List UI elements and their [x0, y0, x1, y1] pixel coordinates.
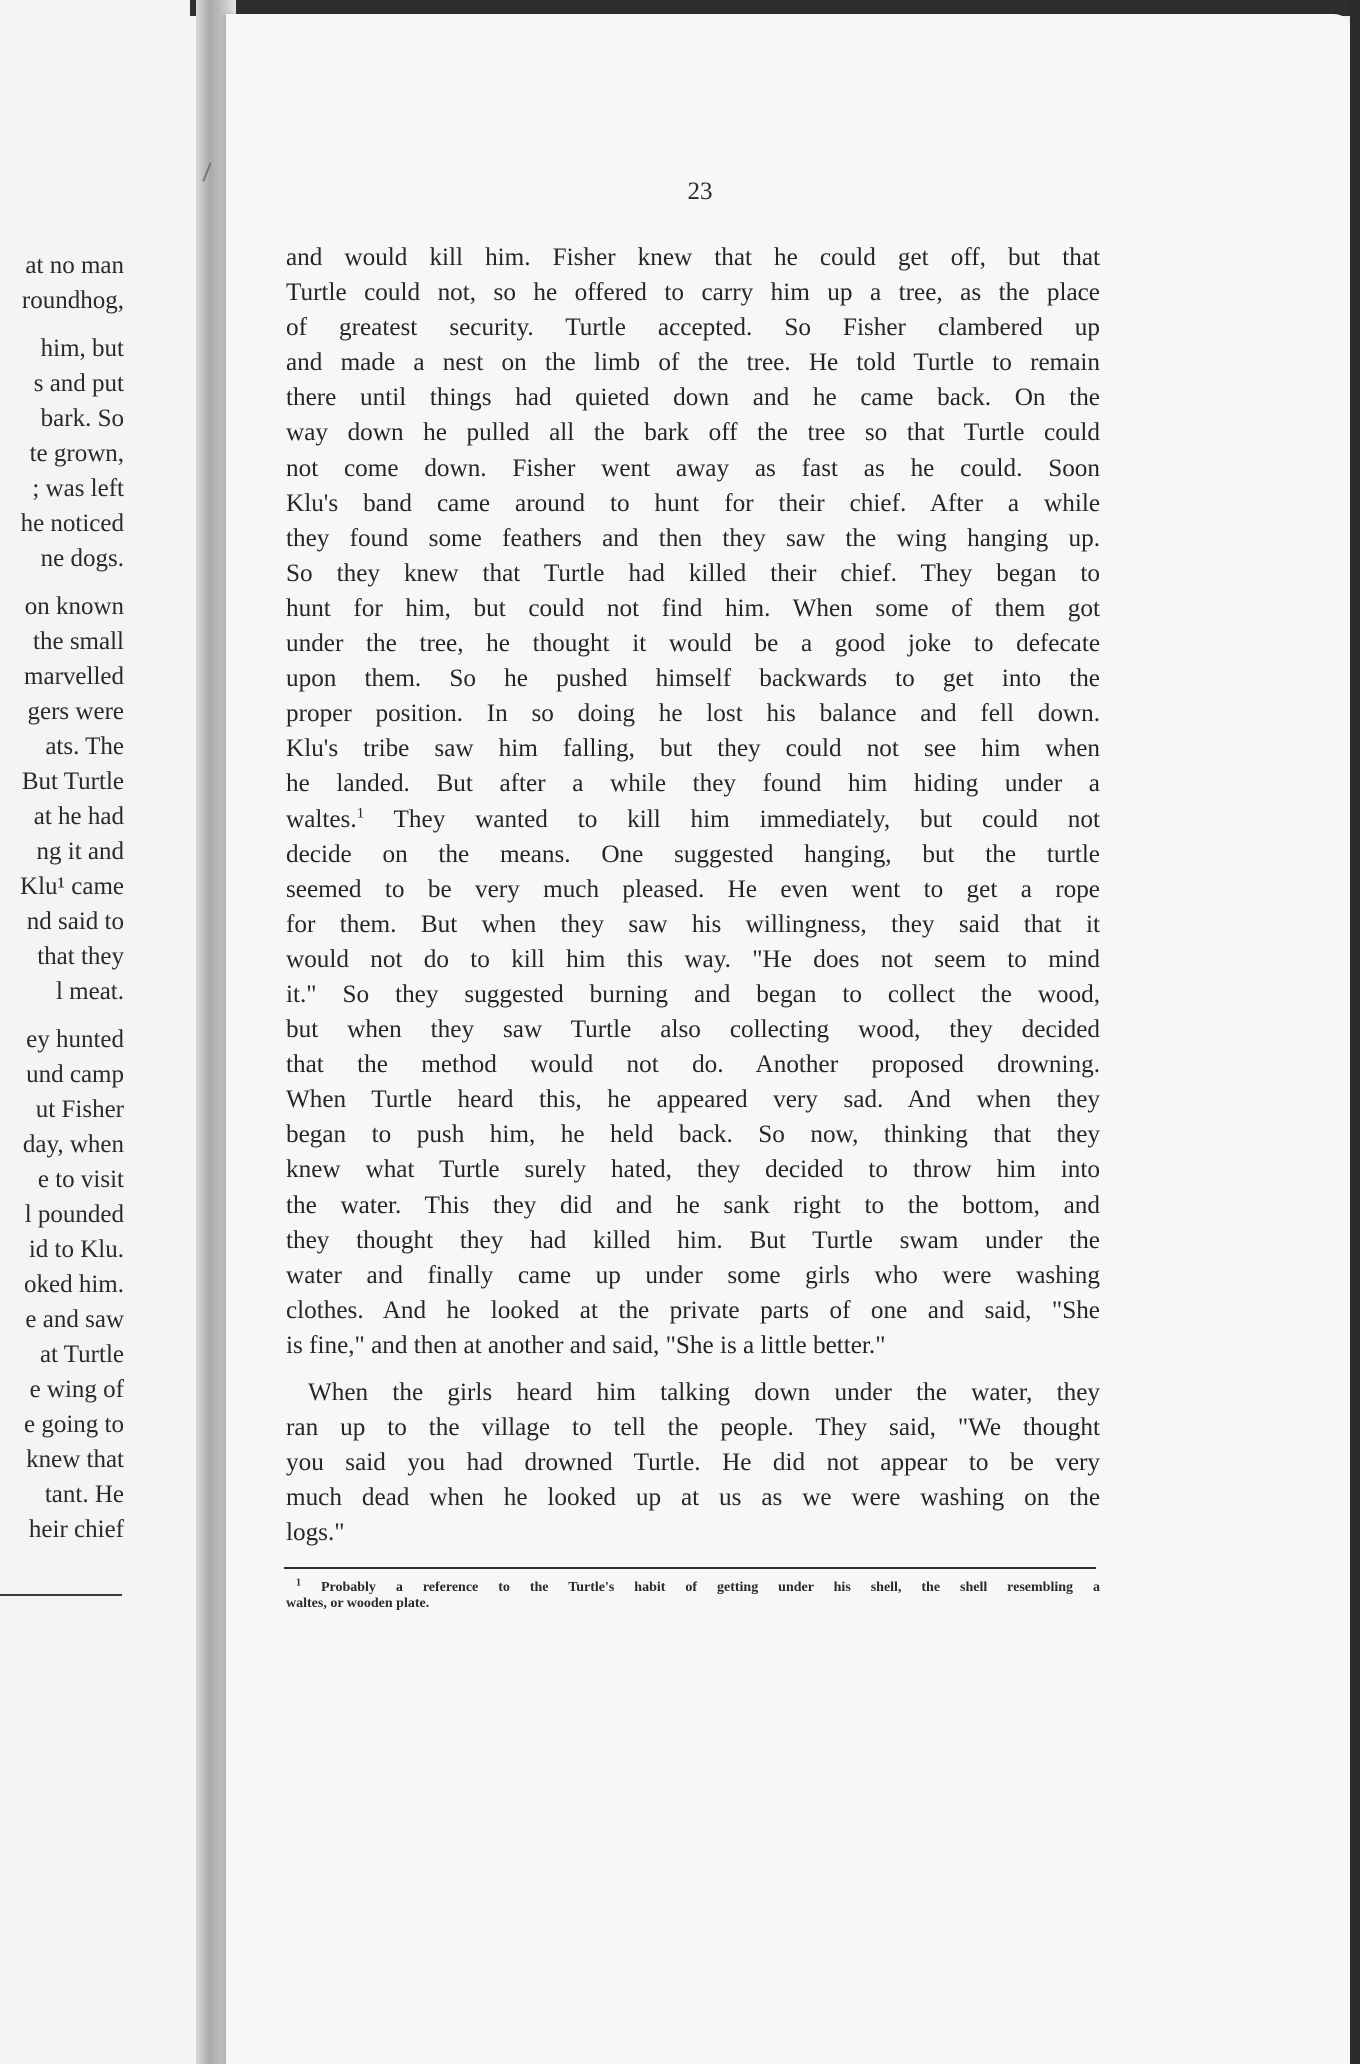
left-page-line: ats. The [45, 733, 124, 760]
body-line: hunt for him, but could not find him. When some of them got [286, 594, 1100, 622]
left-page-line: But Turtle [21, 768, 124, 795]
left-page-line: heir chief [28, 1516, 124, 1543]
left-page-line: knew that [26, 1446, 124, 1473]
left-page-line: tant. He [44, 1481, 124, 1508]
left-page-line: that they [37, 943, 124, 970]
body-line: not come down. Fisher went away as fast as he could. Soon [286, 454, 1100, 482]
body-line: for them. But when they saw his willingness, they said that it [286, 910, 1100, 938]
body-line: there until things had quieted down and he came back. On the [286, 384, 1100, 412]
left-page-line: at he had [33, 803, 124, 830]
left-page-line: him, but [40, 335, 124, 362]
left-page-gap [0, 576, 124, 589]
left-page-line: id to Klu. [28, 1236, 124, 1263]
body-line: he landed. But after a while they found him hiding under a [286, 770, 1100, 798]
page-number: 23 [687, 178, 713, 205]
footnote [286, 1577, 1100, 1612]
left-page-line: at Turtle [39, 1341, 124, 1368]
left-page-line: s and put [33, 370, 124, 397]
body-line: logs." [286, 1519, 345, 1547]
left-page-line: ey hunted [26, 1026, 124, 1053]
left-page-line: l pounded [24, 1201, 124, 1228]
body-line: and would kill him. Fisher knew that he could get off, but that [286, 244, 1100, 271]
left-page-text [0, 248, 124, 1547]
body-line: is fine," and then at another and said, "She is a little better." [286, 1331, 886, 1359]
body-line: clothes. And he looked at the private parts of one and said, "She [286, 1296, 1100, 1324]
left-page-line: l meat. [55, 978, 124, 1005]
body-line: they found some feathers and then they saw the wing hanging up. [286, 524, 1100, 552]
left-page-line: e wing of [29, 1376, 124, 1403]
body-line: knew what Turtle surely hated, they decided to throw him into [286, 1156, 1100, 1184]
left-page-gap [0, 318, 124, 331]
body-line: So they knew that Turtle had killed their chief. They began to [286, 559, 1100, 587]
left-page-line: on known [24, 593, 124, 620]
left-page-gap [0, 1009, 124, 1022]
left-page-line: at no man [25, 252, 124, 279]
left-page-line: und camp [26, 1061, 124, 1088]
left-footnote-rule [0, 1594, 122, 1596]
body-line: ran up to the village to tell the people. They said, "We thought [286, 1414, 1100, 1442]
left-page-line: roundhog, [21, 287, 124, 314]
paragraph-gap [286, 1363, 1100, 1375]
footnote-rule [284, 1567, 1096, 1569]
body-line: Klu's band came around to hunt for their chief. After a while [286, 489, 1100, 517]
left-page-line: day, when [22, 1131, 124, 1158]
body-line: would not do to kill him this way. "He does not seem to mind [286, 945, 1100, 973]
body-line [286, 802, 1100, 837]
left-page-line: he noticed [20, 510, 124, 537]
body-line: seemed to be very much pleased. He even went to get a rope [286, 875, 1100, 903]
body-line: much dead when he looked up at us as we were washing on the [286, 1484, 1100, 1512]
footnote-text-1: Probably a reference to the Turtle's habit of getting under his shell, the shell resembling a [320, 1580, 1100, 1595]
body-line: it." So they suggested burning and began to collect the wood, [286, 980, 1100, 1008]
body-line: they thought they had killed him. But Turtle swam under the [286, 1226, 1100, 1254]
left-page-line: ut Fisher [35, 1096, 124, 1123]
body-line: Turtle could not, so he offered to carry him up a tree, as the place [286, 279, 1100, 307]
left-page-line: gers were [27, 698, 124, 725]
body-line: under the tree, he thought it would be a good joke to defecate [286, 630, 1100, 658]
body-line: When Turtle heard this, he appeared very sad. And when they [286, 1086, 1100, 1114]
left-page-line: e to visit [37, 1166, 124, 1193]
left-page-line: marvelled [24, 663, 124, 690]
body-line-text: waltes. [286, 805, 357, 833]
left-page-line: e going to [24, 1411, 124, 1438]
body-line: and made a nest on the limb of the tree. He told Turtle to remain [286, 349, 1100, 377]
body-line: water and finally came up under some girls who were washing [286, 1261, 1100, 1289]
left-page-line: nd said to [26, 908, 124, 935]
body-line: of greatest security. Turtle accepted. So Fisher clambered up [286, 314, 1100, 342]
left-page-line: oked him. [24, 1271, 124, 1298]
body-line: the water. This they did and he sank right to the bottom, and [286, 1191, 1100, 1219]
footnote-reference: 1 [356, 805, 365, 822]
left-page-line: te grown, [29, 440, 124, 467]
body-line: that the method would not do. Another proposed drowning. [286, 1051, 1100, 1079]
body-line: began to push him, he held back. So now, thinking that they [286, 1121, 1100, 1149]
left-page-line: ; was left [32, 475, 124, 502]
body-line: but when they saw Turtle also collecting wood, they decided [286, 1016, 1100, 1044]
left-page-line: the small [33, 628, 124, 655]
left-page-fragment [0, 0, 196, 2064]
footnote-line-1 [286, 1577, 1100, 1596]
scanner-right-edge [1350, 0, 1360, 2064]
left-page-line: Klu¹ came [20, 873, 124, 900]
footnote-marker: 1 [296, 1577, 301, 1589]
left-page-line: ng it and [36, 838, 124, 865]
body-line: When the girls heard him talking down under the water, they [308, 1379, 1100, 1406]
left-page-line: bark. So [40, 405, 124, 432]
body-line: Klu's tribe saw him falling, but they could not see him when [286, 735, 1100, 763]
left-page-line: ne dogs. [40, 545, 124, 572]
body-line-text: They wanted to kill him immediately, but could not [364, 805, 1100, 833]
body-line: upon them. So he pushed himself backwards to get into the [286, 665, 1100, 693]
body-line: way down he pulled all the bark off the tree so that Turtle could [286, 419, 1100, 447]
body-line: proper position. In so doing he lost his balance and fell down. [286, 700, 1100, 728]
footnote-line-2: waltes, or wooden plate. [286, 1596, 430, 1611]
page-body-text [286, 240, 1100, 1550]
left-page-line: e and saw [25, 1306, 124, 1333]
body-line: you said you had drowned Turtle. He did not appear to be very [286, 1449, 1100, 1477]
body-line: decide on the means. One suggested hanging, but the turtle [286, 840, 1100, 868]
